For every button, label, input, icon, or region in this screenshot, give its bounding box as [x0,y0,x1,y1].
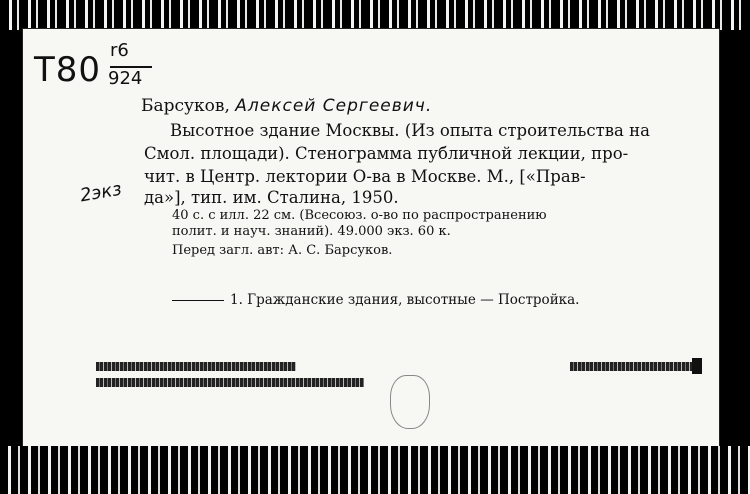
physical-description-line-1: 40 с. с илл. 22 см. (Всесоюз. о-во по распространению [172,208,547,223]
call-number-main: T80 [34,50,102,90]
title-line-2: Смол. площади). Стенограмма публичной лекции, про- [144,144,629,163]
author-note: Перед загл. авт: А. С. Барсуков. [172,243,393,258]
scanner-stripes-top [0,0,750,30]
ink-blot [692,358,702,374]
catalog-card [22,28,720,448]
paper-hole-mark [390,375,430,429]
margin-note-handwritten: 2экз [78,178,124,207]
smudged-stamp-left-2 [96,378,364,387]
call-number-fraction-bottom: 924 [108,68,143,89]
author-line [141,96,432,116]
smudged-stamp-left-1 [96,362,296,371]
tracing-dash [172,300,224,301]
physical-description-line-2: полит. и науч. знаний). 49.000 экз. 60 к. [172,224,451,239]
title-line-1: Высотное здание Москвы. (Из опыта строительства на [170,121,650,140]
subject-tracing [172,292,579,308]
author-handwritten: Алексей Сергеевич. [235,96,433,116]
tracing-text: 1. Гражданские здания, высотные — Постройка. [230,292,580,308]
scanner-stripes-bottom [0,446,750,494]
smudged-stamp-right [570,362,702,371]
author-printed: Барсуков, [141,96,230,116]
title-line-3: чит. в Центр. лектории О-ва в Москве. М., [«Прав- [144,167,586,186]
call-number-fraction-top: r6 [110,40,129,61]
title-line-4: да»], тип. им. Сталина, 1950. [144,188,399,207]
